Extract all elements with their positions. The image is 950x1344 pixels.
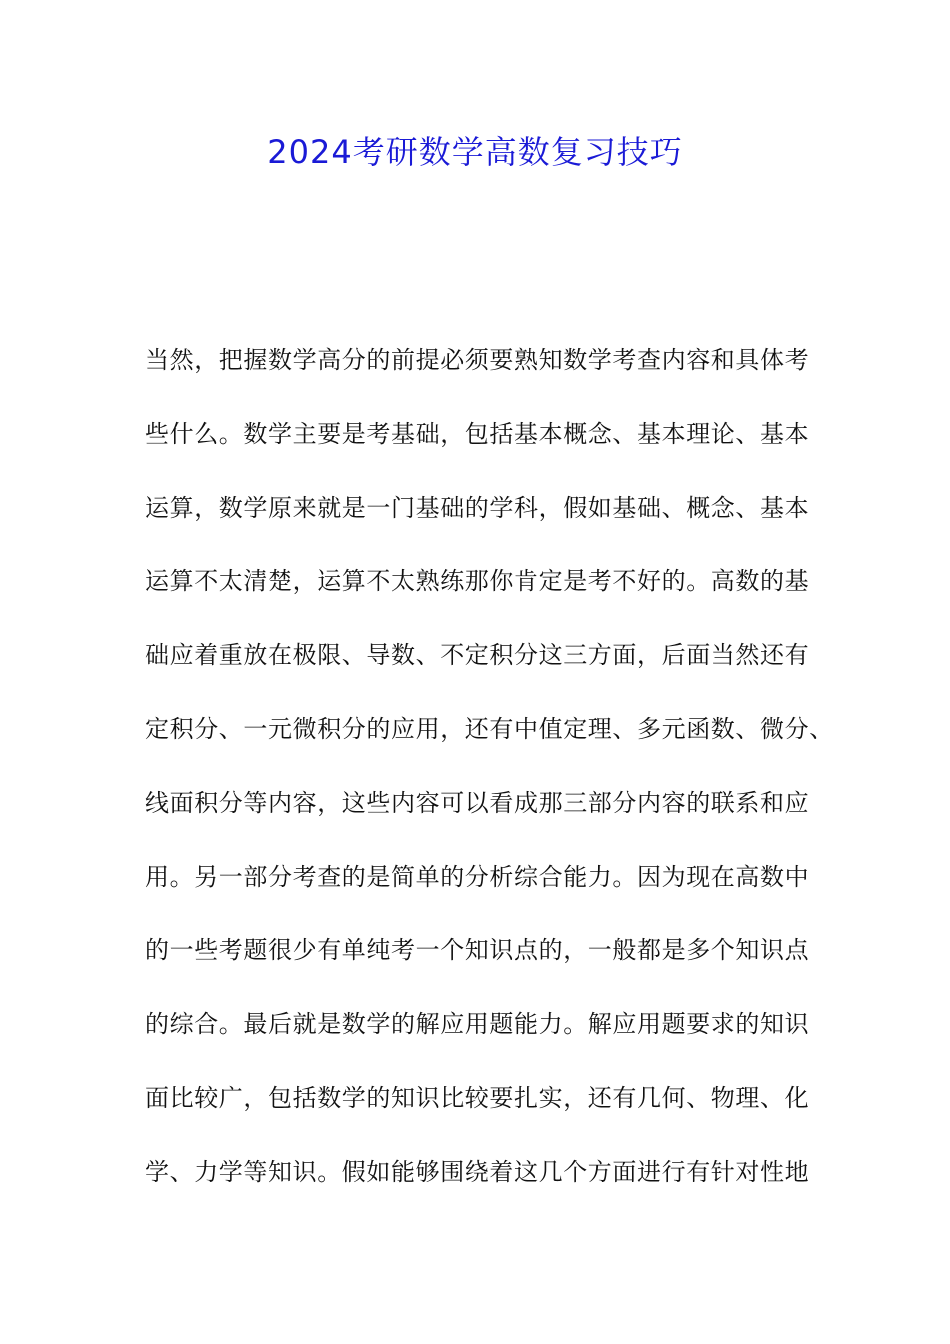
text-line: 些什么。数学主要是考基础，包括基本概念、基本理论、基本 [145, 419, 810, 448]
text-line: 当然，把握数学高分的前提必须要熟知数学考查内容和具体考 [145, 346, 810, 374]
text-line: 面比较广，包括数学的知识比较要扎实，还有几何、物理、化 [145, 1083, 810, 1112]
text-line: 的综合。最后就是数学的解应用题能力。解应用题要求的知识 [145, 1010, 810, 1039]
document-title: 2024考研数学高数复习技巧 [267, 133, 683, 171]
text-line: 线面积分等内容，这些内容可以看成那三部分内容的联系和应 [145, 788, 810, 817]
body-text [145, 340, 834, 1226]
text-line: 学、力学等知识。假如能够围绕着这几个方面进行有针对性地 [145, 1157, 810, 1186]
text-line: 用。另一部分考查的是简单的分析综合能力。因为现在高数中 [145, 862, 810, 891]
text-line: 础应着重放在极限、导数、不定积分这三方面，后面当然还有 [145, 641, 810, 670]
text-line: 运算不太清楚，运算不太熟练那你肯定是考不好的。高数的基 [145, 567, 810, 596]
text-line: 的一些考题很少有单纯考一个知识点的，一般都是多个知识点 [145, 936, 810, 965]
text-line: 定积分、一元微积分的应用，还有中值定理、多元函数、微分、 [145, 714, 834, 743]
text-line: 运算，数学原来就是一门基础的学科，假如基础、概念、基本 [145, 493, 810, 522]
